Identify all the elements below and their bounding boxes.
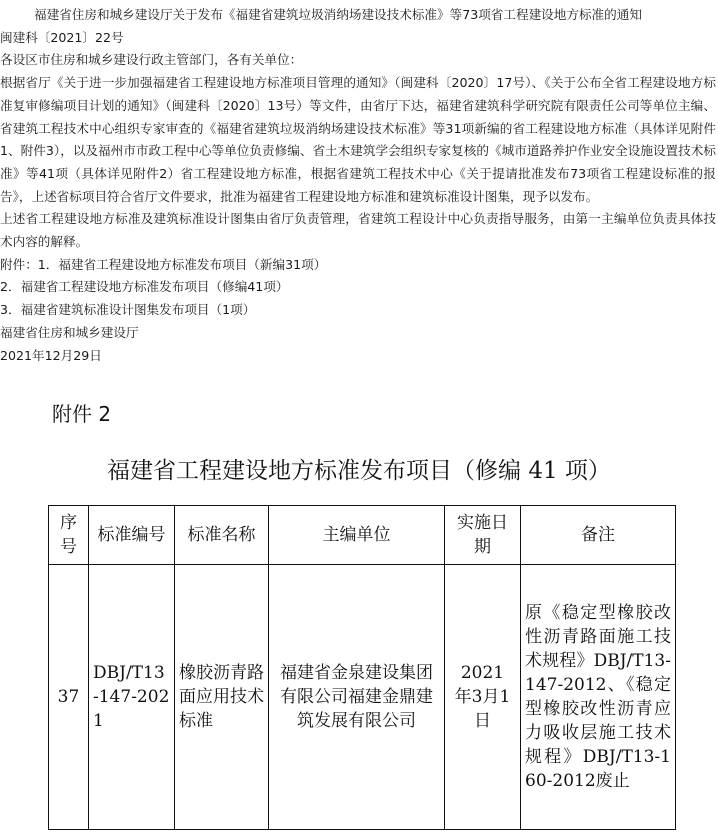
header-code: 标准编号 (89, 506, 175, 565)
table-row (49, 565, 676, 830)
issuer: 福建省住房和城乡建设厅 (0, 324, 139, 340)
cell-editor: 福建省金泉建设集团有限公司福建金鼎建筑发展有限公司 (269, 565, 445, 830)
header-date: 实施日期 (445, 506, 521, 565)
notice-text (0, 4, 716, 367)
cell-date: 2021年3月1日 (445, 565, 521, 830)
header-remark: 备注 (521, 506, 676, 565)
salutation: 各设区市住房和城乡建设行政主管部门，各有关单位： (0, 52, 303, 68)
header-name: 标准名称 (175, 506, 269, 565)
table-title: 福建省工程建设地方标准发布项目（修编 41 项） (107, 458, 611, 484)
doc-number: 闽建科〔2021〕22号 (0, 29, 124, 45)
standards-table (48, 505, 676, 830)
cell-name: 橡胶沥青路面应用技术标准 (175, 565, 269, 830)
attachment-item-2: 2．福建省工程建设地方标准发布项目（修编41项） (0, 279, 289, 295)
notice-title: 福建省住房和城乡建设厅关于发布《福建省建筑垃圾消纳场建设技术标准》等73项省工程建设地方标准的通知 (34, 7, 642, 22)
notice-paragraph-1: 根据省厅《关于进一步加强福建省工程建设地方标准项目管理的通知》（闽建科〔2020〕17号）、《关于公布全省工程建设地方标准复审修编项目计划的通知》（闽建科〔2020〕13号）等文件，由省厅下达，福建省建筑科学研究院有限责任公司等单位主编、省建筑工程技术中心组织专家审查的《福建省建筑垃圾消纳场建设技术标准》等31项新编的省工程建设地方标准（具体详见附件1、附件3），以及福州市市政工程中心等单位负责修编、省土木建筑学会组织专家复核的《城市道路养护作业安全设施设置技术标准》等41项（具体详见附件2）省工程建设地方标准，根据省建筑工程技术中心《关于提请批准发布73项省工程建设标准的报告》，上述省标项目符合省厅文件要求，批准为福建省工程建设地方标准和建筑标准设计图集，现予以发布。 (0, 75, 716, 204)
header-seq: 序号 (49, 506, 89, 565)
cell-seq: 37 (49, 565, 89, 830)
header-editor: 主编单位 (269, 506, 445, 565)
cell-remark: 原《稳定型橡胶改性沥青路面施工技术规程》DBJ/T13-147-2012、《稳定型橡胶改性沥青应力吸收层施工技术规程》DBJ/T13-160-2012废止 (521, 565, 676, 830)
cell-code: DBJ/T13-147-2021 (89, 565, 175, 830)
attachment-item-3: 3．福建省建筑标准设计图集发布项目（1项） (0, 302, 256, 318)
table-header-row (49, 506, 676, 565)
attachment-item-1: 附件：1．福建省工程建设地方标准发布项目（新编31项） (0, 256, 327, 272)
attachment-label: 附件 2 (52, 402, 112, 426)
notice-paragraph-2: 上述省工程建设地方标准及建筑标准设计图集由省厅负责管理，省建筑工程设计中心负责指导服务，由第一主编单位负责具体技术内容的解释。 (0, 211, 716, 250)
issue-date: 2021年12月29日 (0, 347, 102, 363)
